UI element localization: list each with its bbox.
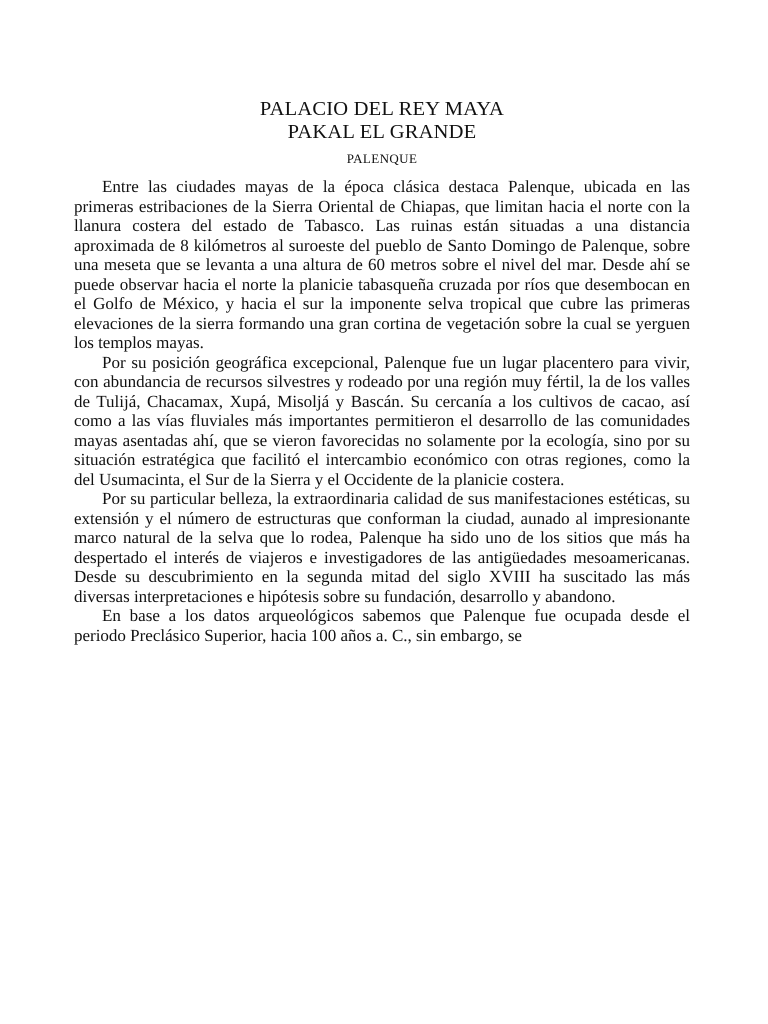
paragraph-1: Entre las ciudades mayas de la época clásica destaca Palenque, ubicada en las primeras estribaciones de la Sierra Oriental de Chiapas, que limitan hacia el norte con la llanura costera del estado de Tabasco. Las ruinas están situadas a una distancia aproximada de 8 kilómetros al suroeste del pueblo de Santo Domingo de Palenque, sobre una meseta que se levanta a una altura de 60 metros sobre el nivel del mar. Desde ahí se puede observar hacia el norte la planicie tabasqueña cruzada por ríos que desembocan en el Golfo de México, y hacia el sur la imponente selva tropical que cubre las primeras elevaciones de la sierra formando una gran cortina de vegetación sobre la cual se yerguen los templos mayas. [74, 177, 690, 352]
title-line-1: PALACIO DEL REY MAYA [259, 98, 505, 120]
document-title [74, 98, 690, 144]
document-subtitle: PALENQUE [346, 151, 418, 166]
paragraph-3: Por su particular belleza, la extraordinaria calidad de sus manifestaciones estéticas, su extensión y el número de estructuras que conforman la ciudad, aunado al impresionante marco natural de la selva que lo rodea, Palenque ha sido uno de los sitios que más ha despertado el interés de viajeros e investigadores de las antigüedades mesoamericanas. Desde su descubrimiento en la segunda mitad del siglo XVIII ha suscitado las más diversas interpretaciones e hipótesis sobre su fundación, desarrollo y abandono. [74, 489, 690, 606]
paragraph-2: Por su posición geográfica excepcional, Palenque fue un lugar placentero para vivir, con abundancia de recursos silvestres y rodeado por una región muy fértil, la de los valles de Tulijá, Chacamax, Xupá, Misoljá y Bascán. Su cercanía a los cultivos de cacao, así como a las vías fluviales más importantes permitieron el desarrollo de las comunidades mayas asentadas ahí, que se vieron favorecidas no solamente por la ecología, sino por su situación estratégica que facilitó el intercambio económico con otras regiones, como la del Usumacinta, el Sur de la Sierra y el Occidente de la planicie costera. [74, 352, 690, 489]
title-line-2: PAKAL EL GRANDE [287, 121, 477, 143]
paragraph-4: En base a los datos arqueológicos sabemos que Palenque fue ocupada desde el periodo Preclásico Superior, hacia 100 años a. C., sin embargo, se [74, 606, 690, 645]
document-body [74, 177, 690, 645]
document-page [74, 98, 690, 645]
